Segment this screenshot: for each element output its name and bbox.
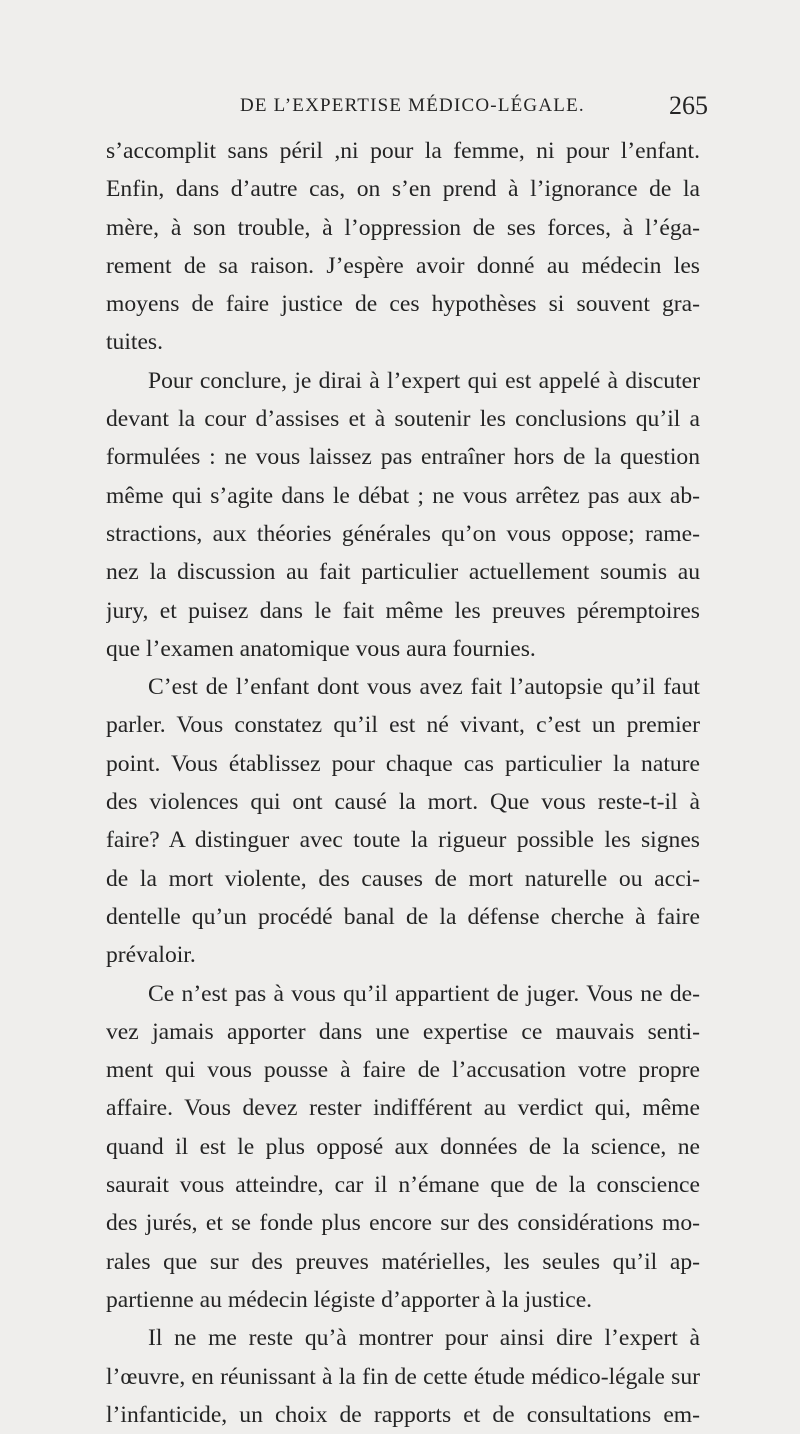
text-line: saurait vous atteindre, car il n’émane que de la conscience xyxy=(106,1172,700,1199)
body-text xyxy=(106,132,700,1434)
text-line: des jurés, et se fonde plus encore sur des considérations mo- xyxy=(106,1210,700,1237)
text-line: ment qui vous pousse à faire de l’accusation votre propre xyxy=(106,1057,700,1084)
paragraph-first-line: Il ne me reste qu’à montrer pour ainsi dire l’expert à xyxy=(148,1325,700,1352)
page-number: 265 xyxy=(669,91,708,120)
text-line: Enfin, dans d’autre cas, on s’en prend à l’ignorance de la xyxy=(106,176,700,203)
text-line: tuites. xyxy=(106,329,164,356)
text-line: quand il est le plus opposé aux données de la science, ne xyxy=(106,1133,700,1160)
paragraph-first-line: Pour conclure, je dirai à l’expert qui est appelé à discuter xyxy=(148,367,700,394)
running-title: DE L’EXPERTISE MÉDICO-LÉGALE. xyxy=(240,95,585,116)
text-line: même qui s’agite dans le débat ; ne vous arrêtez pas aux ab- xyxy=(106,482,700,509)
text-line: partienne au médecin légiste d’apporter à la justice. xyxy=(106,1286,593,1313)
text-line: jury, et puisez dans le fait même les preuves péremptoires xyxy=(106,597,700,624)
text-line: formulées : ne vous laissez pas entraîner hors de la question xyxy=(106,444,700,471)
text-line: de la mort violente, des causes de mort naturelle ou acci- xyxy=(106,865,700,892)
text-line: prévaloir. xyxy=(106,942,196,969)
text-line: que l’examen anatomique vous aura fournies. xyxy=(106,635,536,662)
text-line: mère, à son trouble, à l’oppression de ses forces, à l’éga- xyxy=(106,214,700,241)
text-line: des violences qui ont causé la mort. Que vous reste-t-il à xyxy=(106,789,700,816)
text-line: devant la cour d’assises et à soutenir les conclusions qu’il a xyxy=(106,406,700,433)
text-line: stractions, aux théories générales qu’on vous oppose; rame- xyxy=(106,520,700,547)
text-line: faire? A distinguer avec toute la rigueur possible les signes xyxy=(106,827,700,854)
text-line: parler. Vous constatez qu’il est né vivant, c’est un premier xyxy=(106,712,700,739)
text-line: rement de sa raison. J’espère avoir donné au médecin les xyxy=(106,252,700,279)
running-head xyxy=(0,91,800,125)
text-line: l’infanticide, un choix de rapports et de consultations em- xyxy=(106,1401,700,1428)
text-line: dentelle qu’un procédé banal de la défense cherche à faire xyxy=(106,903,700,930)
text-line: affaire. Vous devez rester indifférent au verdict qui, même xyxy=(106,1095,700,1122)
text-line: moyens de faire justice de ces hypothèses si souvent gra- xyxy=(106,291,700,318)
paragraph-first-line: C’est de l’enfant dont vous avez fait l’autopsie qu’il faut xyxy=(148,674,700,701)
text-line: vez jamais apporter dans une expertise ce mauvais senti- xyxy=(106,1018,700,1045)
text-line: s’accomplit sans péril ,ni pour la femme, ni pour l’enfant. xyxy=(106,138,700,164)
paragraph-first-line: Ce n’est pas à vous qu’il appartient de juger. Vous ne de- xyxy=(148,980,700,1007)
text-line: nez la discussion au fait particulier actuellement soumis au xyxy=(106,559,700,586)
text-line: l’œuvre, en réunissant à la fin de cette étude médico-légale sur xyxy=(106,1363,700,1390)
text-line: rales que sur des preuves matérielles, les seules qu’il ap- xyxy=(106,1248,700,1275)
text-line: point. Vous établissez pour chaque cas particulier la nature xyxy=(106,750,700,777)
